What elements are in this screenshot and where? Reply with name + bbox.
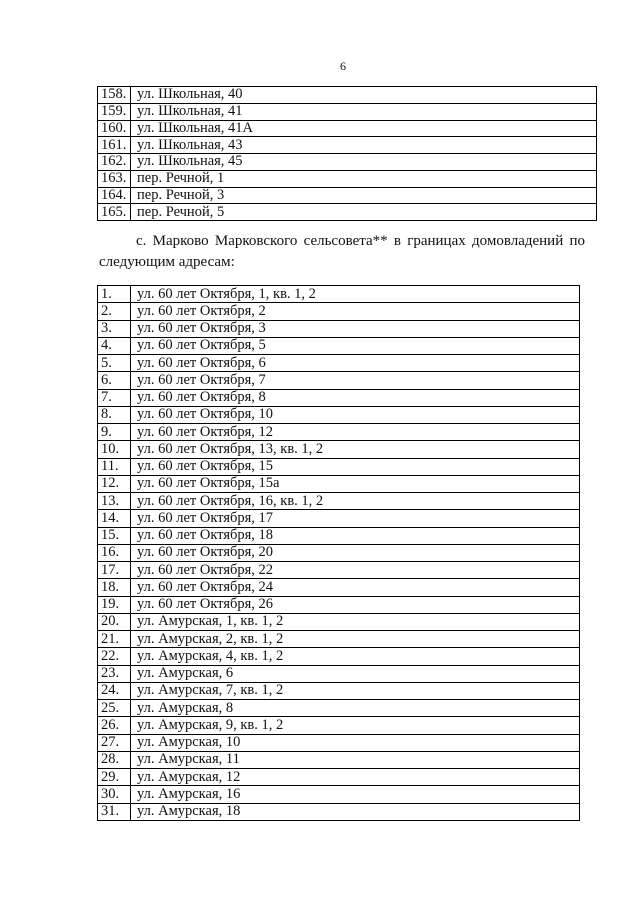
page-number: 6 — [340, 59, 346, 73]
table-row — [98, 648, 579, 665]
row-address: ул. Амурская, 11 — [137, 751, 240, 768]
table-row — [98, 338, 579, 355]
row-number: 2. — [98, 303, 131, 319]
row-address: ул. 60 лет Октября, 24 — [137, 579, 274, 595]
table-row — [98, 528, 579, 545]
row-number: 19. — [98, 597, 131, 613]
row-number: 3. — [98, 321, 131, 337]
row-number: 12. — [98, 476, 131, 492]
row-number: 31. — [98, 804, 131, 820]
table-row — [98, 579, 579, 596]
row-address: ул. Амурская, 16 — [137, 786, 241, 802]
table-row — [98, 476, 579, 493]
table-row — [98, 614, 579, 631]
table-row — [98, 171, 596, 188]
row-number: 20. — [98, 614, 131, 630]
row-number: 1. — [98, 286, 131, 302]
table-row — [98, 407, 579, 424]
row-address: пер. Речной, 1 — [137, 170, 225, 187]
paragraph-line: с. Марково Марковского сельсовета** в границах домовладений по — [136, 233, 585, 249]
row-address: ул. 60 лет Октября, 6 — [137, 355, 266, 371]
row-address: ул. 60 лет Октября, 18 — [137, 527, 274, 544]
table-row — [98, 735, 579, 752]
table-row — [98, 204, 596, 221]
table-row — [98, 424, 579, 441]
row-number: 5. — [98, 355, 131, 371]
row-address: пер. Речной, 5 — [137, 204, 225, 220]
address-table-markovo — [97, 285, 580, 821]
row-address: ул. Школьная, 40 — [137, 87, 243, 103]
row-address: ул. 60 лет Октября, 8 — [137, 389, 266, 406]
row-address: ул. Школьная, 43 — [137, 137, 243, 153]
table-row — [98, 683, 579, 700]
table-row — [98, 121, 596, 138]
row-number: 7. — [98, 390, 131, 406]
row-number: 23. — [98, 666, 131, 682]
row-address: ул. Школьная, 45 — [137, 154, 243, 170]
table-row — [98, 769, 579, 786]
table-row — [98, 321, 579, 338]
row-address: ул. Амурская, 18 — [137, 803, 241, 820]
row-number: 24. — [98, 683, 131, 699]
row-address: ул. 60 лет Октября, 15 — [137, 458, 274, 475]
row-number: 27. — [98, 735, 131, 751]
table-row — [98, 441, 579, 458]
row-address: ул. 60 лет Октября, 5 — [137, 337, 266, 354]
row-address: ул. 60 лет Октября, 2 — [137, 303, 266, 319]
table-row — [98, 597, 579, 614]
row-address: ул. Амурская, 12 — [137, 769, 241, 785]
table-row — [98, 137, 596, 154]
row-number: 17. — [98, 562, 131, 578]
row-address: ул. Амурская, 10 — [137, 734, 241, 751]
row-number: 30. — [98, 786, 131, 802]
row-address: ул. 60 лет Октября, 16, кв. 1, 2 — [137, 493, 324, 509]
row-number: 16. — [98, 545, 131, 561]
table-row — [98, 700, 579, 717]
row-number: 165. — [98, 204, 131, 220]
table-row — [98, 303, 579, 320]
table-row — [98, 510, 579, 527]
row-number: 11. — [98, 459, 131, 475]
row-address: ул. 60 лет Октября, 22 — [137, 562, 274, 578]
row-address: пер. Речной, 3 — [137, 187, 225, 203]
row-address: ул. Школьная, 41А — [137, 120, 254, 136]
row-address: ул. Амурская, 6 — [137, 665, 234, 682]
row-address: ул. Амурская, 1, кв. 1, 2 — [137, 613, 284, 630]
table-row — [98, 631, 579, 648]
row-number: 8. — [98, 407, 131, 423]
row-address: ул. Школьная, 41 — [137, 103, 243, 120]
row-address: ул. 60 лет Октября, 13, кв. 1, 2 — [137, 441, 324, 457]
row-number: 164. — [98, 188, 131, 204]
table-row — [98, 154, 596, 171]
row-address: ул. 60 лет Октября, 15а — [137, 475, 280, 492]
table-row — [98, 666, 579, 683]
row-number: 160. — [98, 121, 131, 137]
row-number: 6. — [98, 372, 131, 388]
table-row — [98, 372, 579, 389]
row-number: 14. — [98, 510, 131, 526]
section-paragraph — [99, 231, 585, 273]
row-number: 21. — [98, 631, 131, 647]
table-row — [98, 493, 579, 510]
row-number: 9. — [98, 424, 131, 440]
row-address: ул. Амурская, 4, кв. 1, 2 — [137, 648, 284, 664]
table-row — [98, 562, 579, 579]
row-address: ул. 60 лет Октября, 17 — [137, 510, 274, 526]
table-row — [98, 188, 596, 205]
row-address: ул. Амурская, 8 — [137, 700, 234, 716]
row-number: 10. — [98, 441, 131, 457]
table-row — [98, 545, 579, 562]
row-address: ул. 60 лет Октября, 26 — [137, 596, 274, 613]
address-table-continued — [97, 86, 597, 221]
table-row — [98, 459, 579, 476]
row-address: ул. 60 лет Октября, 1, кв. 1, 2 — [137, 286, 316, 302]
table-row — [98, 104, 596, 121]
row-address: ул. 60 лет Октября, 10 — [137, 406, 274, 423]
row-address: ул. Амурская, 9, кв. 1, 2 — [137, 717, 284, 733]
table-row — [98, 786, 579, 803]
row-number: 161. — [98, 137, 131, 153]
table-row — [98, 804, 579, 821]
row-number: 29. — [98, 769, 131, 785]
row-address: ул. Амурская, 7, кв. 1, 2 — [137, 682, 284, 699]
row-number: 25. — [98, 700, 131, 716]
table-row — [98, 390, 579, 407]
table-row — [98, 87, 596, 104]
row-number: 13. — [98, 493, 131, 509]
table-row — [98, 717, 579, 734]
row-number: 18. — [98, 579, 131, 595]
paragraph-line: следующим адресам: — [99, 254, 235, 270]
row-number: 163. — [98, 171, 131, 187]
row-number: 158. — [98, 87, 131, 103]
table-row — [98, 752, 579, 769]
row-number: 159. — [98, 104, 131, 120]
row-number: 15. — [98, 528, 131, 544]
table-row — [98, 286, 579, 303]
table-row — [98, 355, 579, 372]
row-number: 22. — [98, 648, 131, 664]
row-number: 26. — [98, 717, 131, 733]
row-number: 162. — [98, 154, 131, 170]
row-address: ул. 60 лет Октября, 7 — [137, 372, 266, 388]
row-number: 28. — [98, 752, 131, 768]
row-address: ул. 60 лет Октября, 12 — [137, 424, 274, 440]
row-address: ул. Амурская, 2, кв. 1, 2 — [137, 631, 284, 647]
row-address: ул. 60 лет Октября, 3 — [137, 320, 266, 337]
row-number: 4. — [98, 338, 131, 354]
row-address: ул. 60 лет Октября, 20 — [137, 544, 274, 561]
